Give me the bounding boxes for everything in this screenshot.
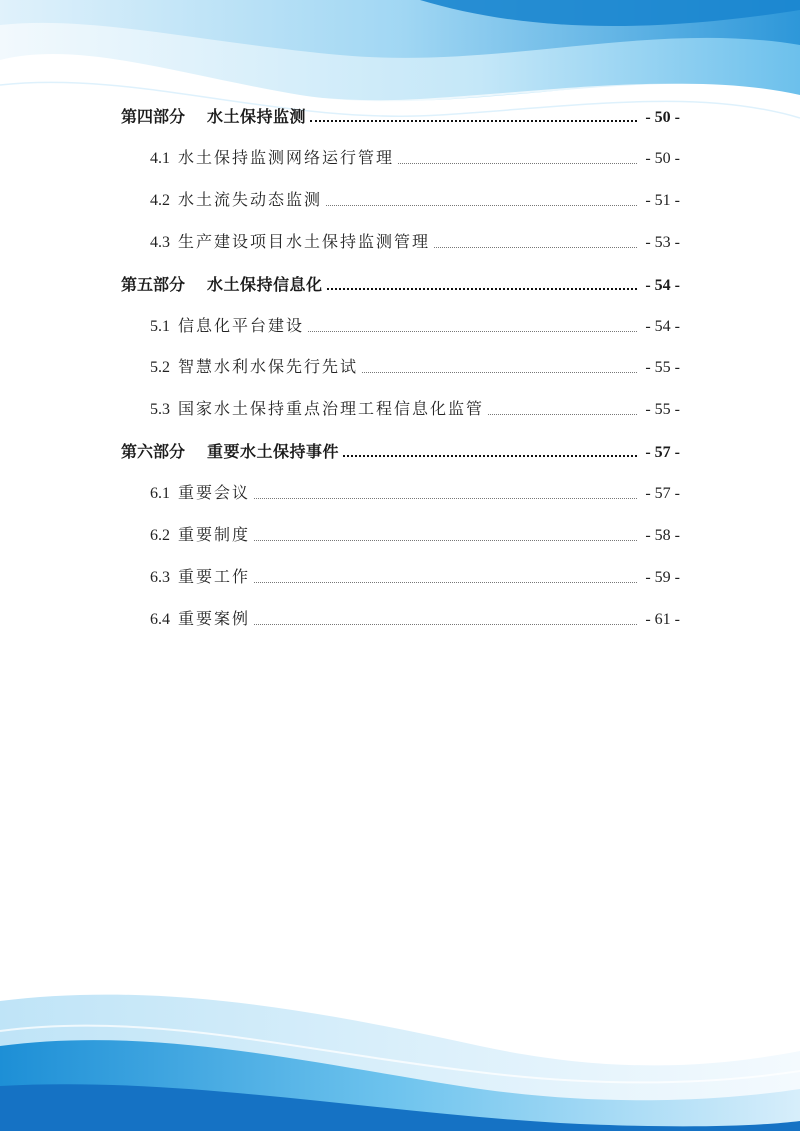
toc-entry-number: 4.2	[150, 191, 170, 209]
toc-entry-number: 第四部分	[121, 109, 186, 126]
toc-dot-leader	[254, 540, 637, 541]
toc-page-number: - 54 -	[645, 317, 680, 335]
toc-entry-title: 重要工作	[178, 568, 251, 586]
toc-section-entry[interactable]	[150, 148, 680, 170]
toc-page-number: - 59 -	[645, 568, 680, 586]
toc-entry-number: 6.2	[150, 527, 170, 544]
toc-entry-number: 第五部分	[121, 276, 186, 294]
toc-entry-title: 重要会议	[178, 485, 251, 503]
toc-dot-leader	[254, 498, 637, 499]
toc-section-entry[interactable]	[150, 525, 680, 547]
toc-dot-leader	[488, 414, 637, 415]
toc-page-number: - 55 -	[645, 401, 680, 419]
toc-page-number: - 55 -	[645, 359, 680, 377]
toc-section-entry[interactable]	[150, 232, 680, 254]
toc-dot-leader	[434, 247, 637, 248]
toc-entry-number: 4.3	[150, 233, 170, 251]
toc-section-entry[interactable]	[150, 399, 680, 421]
toc-part-entry[interactable]	[121, 274, 680, 296]
toc-section-entry[interactable]	[150, 316, 680, 338]
toc-entry-title: 水土流失动态监测	[178, 191, 323, 209]
toc-entry-title: 生产建设项目水土保持监测管理	[178, 233, 431, 251]
toc-entry-number: 4.1	[150, 149, 170, 167]
toc-page-number: - 57 -	[645, 485, 680, 503]
toc-entry-title: 水土保持监测	[207, 107, 307, 126]
toc-entry-title: 重要制度	[178, 527, 251, 544]
toc-dot-leader	[308, 331, 637, 332]
toc-entry-number: 5.1	[150, 317, 170, 335]
toc-entry-title: 国家水土保持重点治理工程信息化监管	[178, 401, 485, 419]
toc-dot-leader	[398, 163, 637, 164]
toc-page-number: - 50 -	[645, 109, 680, 126]
toc-page-number: - 57 -	[645, 444, 680, 462]
toc-entry-number: 6.1	[150, 485, 170, 503]
toc-section-entry[interactable]	[150, 483, 680, 505]
toc-dot-leader	[343, 455, 637, 457]
toc-page-number: - 51 -	[645, 191, 680, 209]
toc-entry-number: 6.4	[150, 610, 170, 628]
toc-page-number: - 53 -	[645, 233, 680, 251]
toc-dot-leader	[327, 288, 638, 290]
toc-section-entry[interactable]	[150, 190, 680, 212]
toc-entry-title: 水土保持监测网络运行管理	[178, 149, 395, 167]
toc-page-number: - 50 -	[645, 149, 680, 167]
toc-entry-title: 重要水土保持事件	[207, 442, 340, 462]
toc-entry-title: 重要案例	[178, 610, 251, 628]
toc-page-number: - 58 -	[645, 527, 680, 544]
toc-page-number: - 54 -	[645, 276, 680, 294]
toc-entry-title: 智慧水利水保先行先试	[178, 359, 359, 377]
toc-dot-leader	[326, 205, 637, 206]
toc-section-entry[interactable]	[150, 357, 680, 379]
toc-part-entry[interactable]	[121, 441, 680, 463]
toc-entry-number: 第六部分	[121, 444, 186, 462]
toc-entry-title: 水土保持信息化	[207, 274, 323, 294]
toc-section-entry[interactable]	[150, 567, 680, 589]
toc-section-entry[interactable]	[150, 609, 680, 631]
toc-dot-leader	[310, 120, 637, 122]
toc-entry-title: 信息化平台建设	[178, 317, 305, 335]
toc-page-number: - 61 -	[645, 610, 680, 628]
toc-dot-leader	[254, 624, 637, 625]
toc-dot-leader	[362, 372, 637, 373]
toc-part-entry[interactable]	[121, 106, 680, 128]
toc-entry-number: 5.3	[150, 401, 170, 419]
toc-entry-number: 5.2	[150, 359, 170, 377]
bottom-wave-decoration	[0, 971, 800, 1131]
toc-dot-leader	[254, 582, 637, 583]
toc-entry-number: 6.3	[150, 568, 170, 586]
